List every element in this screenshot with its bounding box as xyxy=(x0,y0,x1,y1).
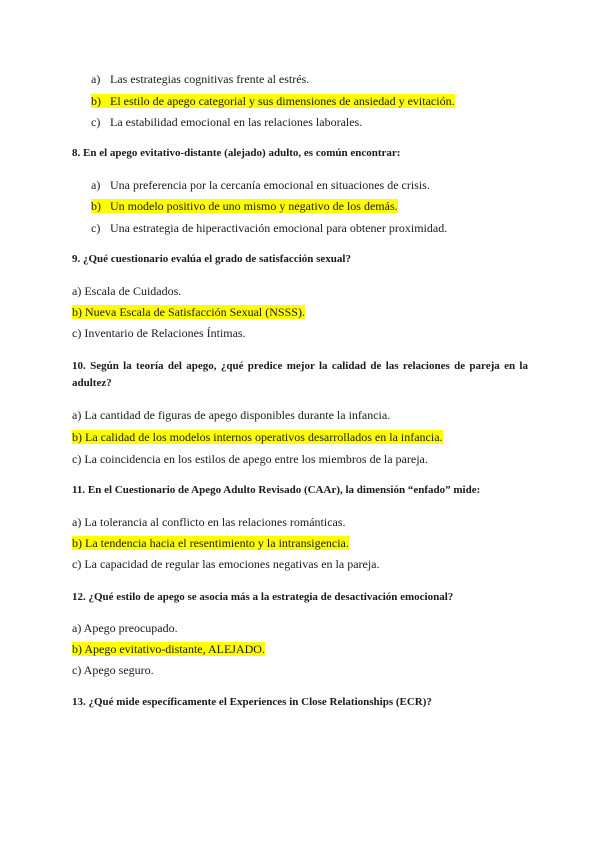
q8-option-c-text: Una estrategia de hiperactivación emocional para obtener proximidad. xyxy=(110,221,448,235)
q7-option-a xyxy=(91,72,309,86)
q11-option-c: c) La capacidad de regular las emociones negativas en la pareja. xyxy=(72,557,380,571)
q8-option-b xyxy=(91,199,398,213)
q8-option-c xyxy=(91,221,447,235)
q12-option-c: c) Apego seguro. xyxy=(72,663,154,677)
q8-question: 8. En el apego evitativo-distante (alejado) adulto, es común encontrar: xyxy=(72,147,401,159)
q8-option-a xyxy=(91,178,430,192)
q9-question: 9. ¿Qué cuestionario evalúa el grado de satisfacción sexual? xyxy=(72,253,351,265)
q8-option-b-text: Un modelo positivo de uno mismo y negativo de los demás. xyxy=(110,199,398,213)
q9-option-b: b) Nueva Escala de Satisfacción Sexual (NSSS). xyxy=(72,305,305,319)
q7-option-c-letter: c) xyxy=(91,115,101,129)
q8-option-c-letter: c) xyxy=(91,221,101,235)
q9-option-a: a) Escala de Cuidados. xyxy=(72,284,182,298)
q10-option-b: b) La calidad de los modelos internos operativos desarrollados en la infancia. xyxy=(72,430,443,444)
q11-option-a: a) La tolerancia al conflicto en las relaciones románticas. xyxy=(72,515,346,529)
q10-option-c: c) La coincidencia en los estilos de apego entre los miembros de la pareja. xyxy=(72,452,428,466)
q13-question: 13. ¿Qué mide específicamente el Experiences in Close Relationships (ECR)? xyxy=(72,696,432,708)
q8-option-b-letter: b) xyxy=(91,199,110,213)
q12-option-a: a) Apego preocupado. xyxy=(72,621,178,635)
q7-option-b-text: El estilo de apego categorial y sus dimensiones de ansiedad y evitación. xyxy=(110,94,455,108)
q11-question: 11. En el Cuestionario de Apego Adulto Revisado (CAAr), la dimensión “enfado” mide: xyxy=(72,484,481,496)
q7-option-b-letter: b) xyxy=(91,94,110,108)
q12-option-b: b) Apego evitativo-distante, ALEJADO. xyxy=(72,642,265,656)
q7-option-b xyxy=(91,94,455,108)
q7-option-a-letter: a) xyxy=(91,72,101,86)
q11-option-b: b) La tendencia hacia el resentimiento y la intransigencia. xyxy=(72,536,349,550)
q8-option-a-text: Una preferencia por la cercanía emocional en situaciones de crisis. xyxy=(110,178,430,192)
q12-question: 12. ¿Qué estilo de apego se asocia más a la estrategia de desactivación emocional? xyxy=(72,591,454,603)
q10-option-a: a) La cantidad de figuras de apego disponibles durante la infancia. xyxy=(72,408,391,422)
q7-option-c-text: La estabilidad emocional en las relaciones laborales. xyxy=(110,115,363,129)
q7-option-c xyxy=(91,115,362,129)
q10-question: 10. Según la teoría del apego, ¿qué predice mejor la calidad de las relaciones de pareja en la adultez? xyxy=(72,360,528,389)
q7-option-a-text: Las estrategias cognitivas frente al estrés. xyxy=(110,72,310,86)
q8-option-a-letter: a) xyxy=(91,178,101,192)
q9-option-c: c) Inventario de Relaciones Íntimas. xyxy=(72,326,246,340)
